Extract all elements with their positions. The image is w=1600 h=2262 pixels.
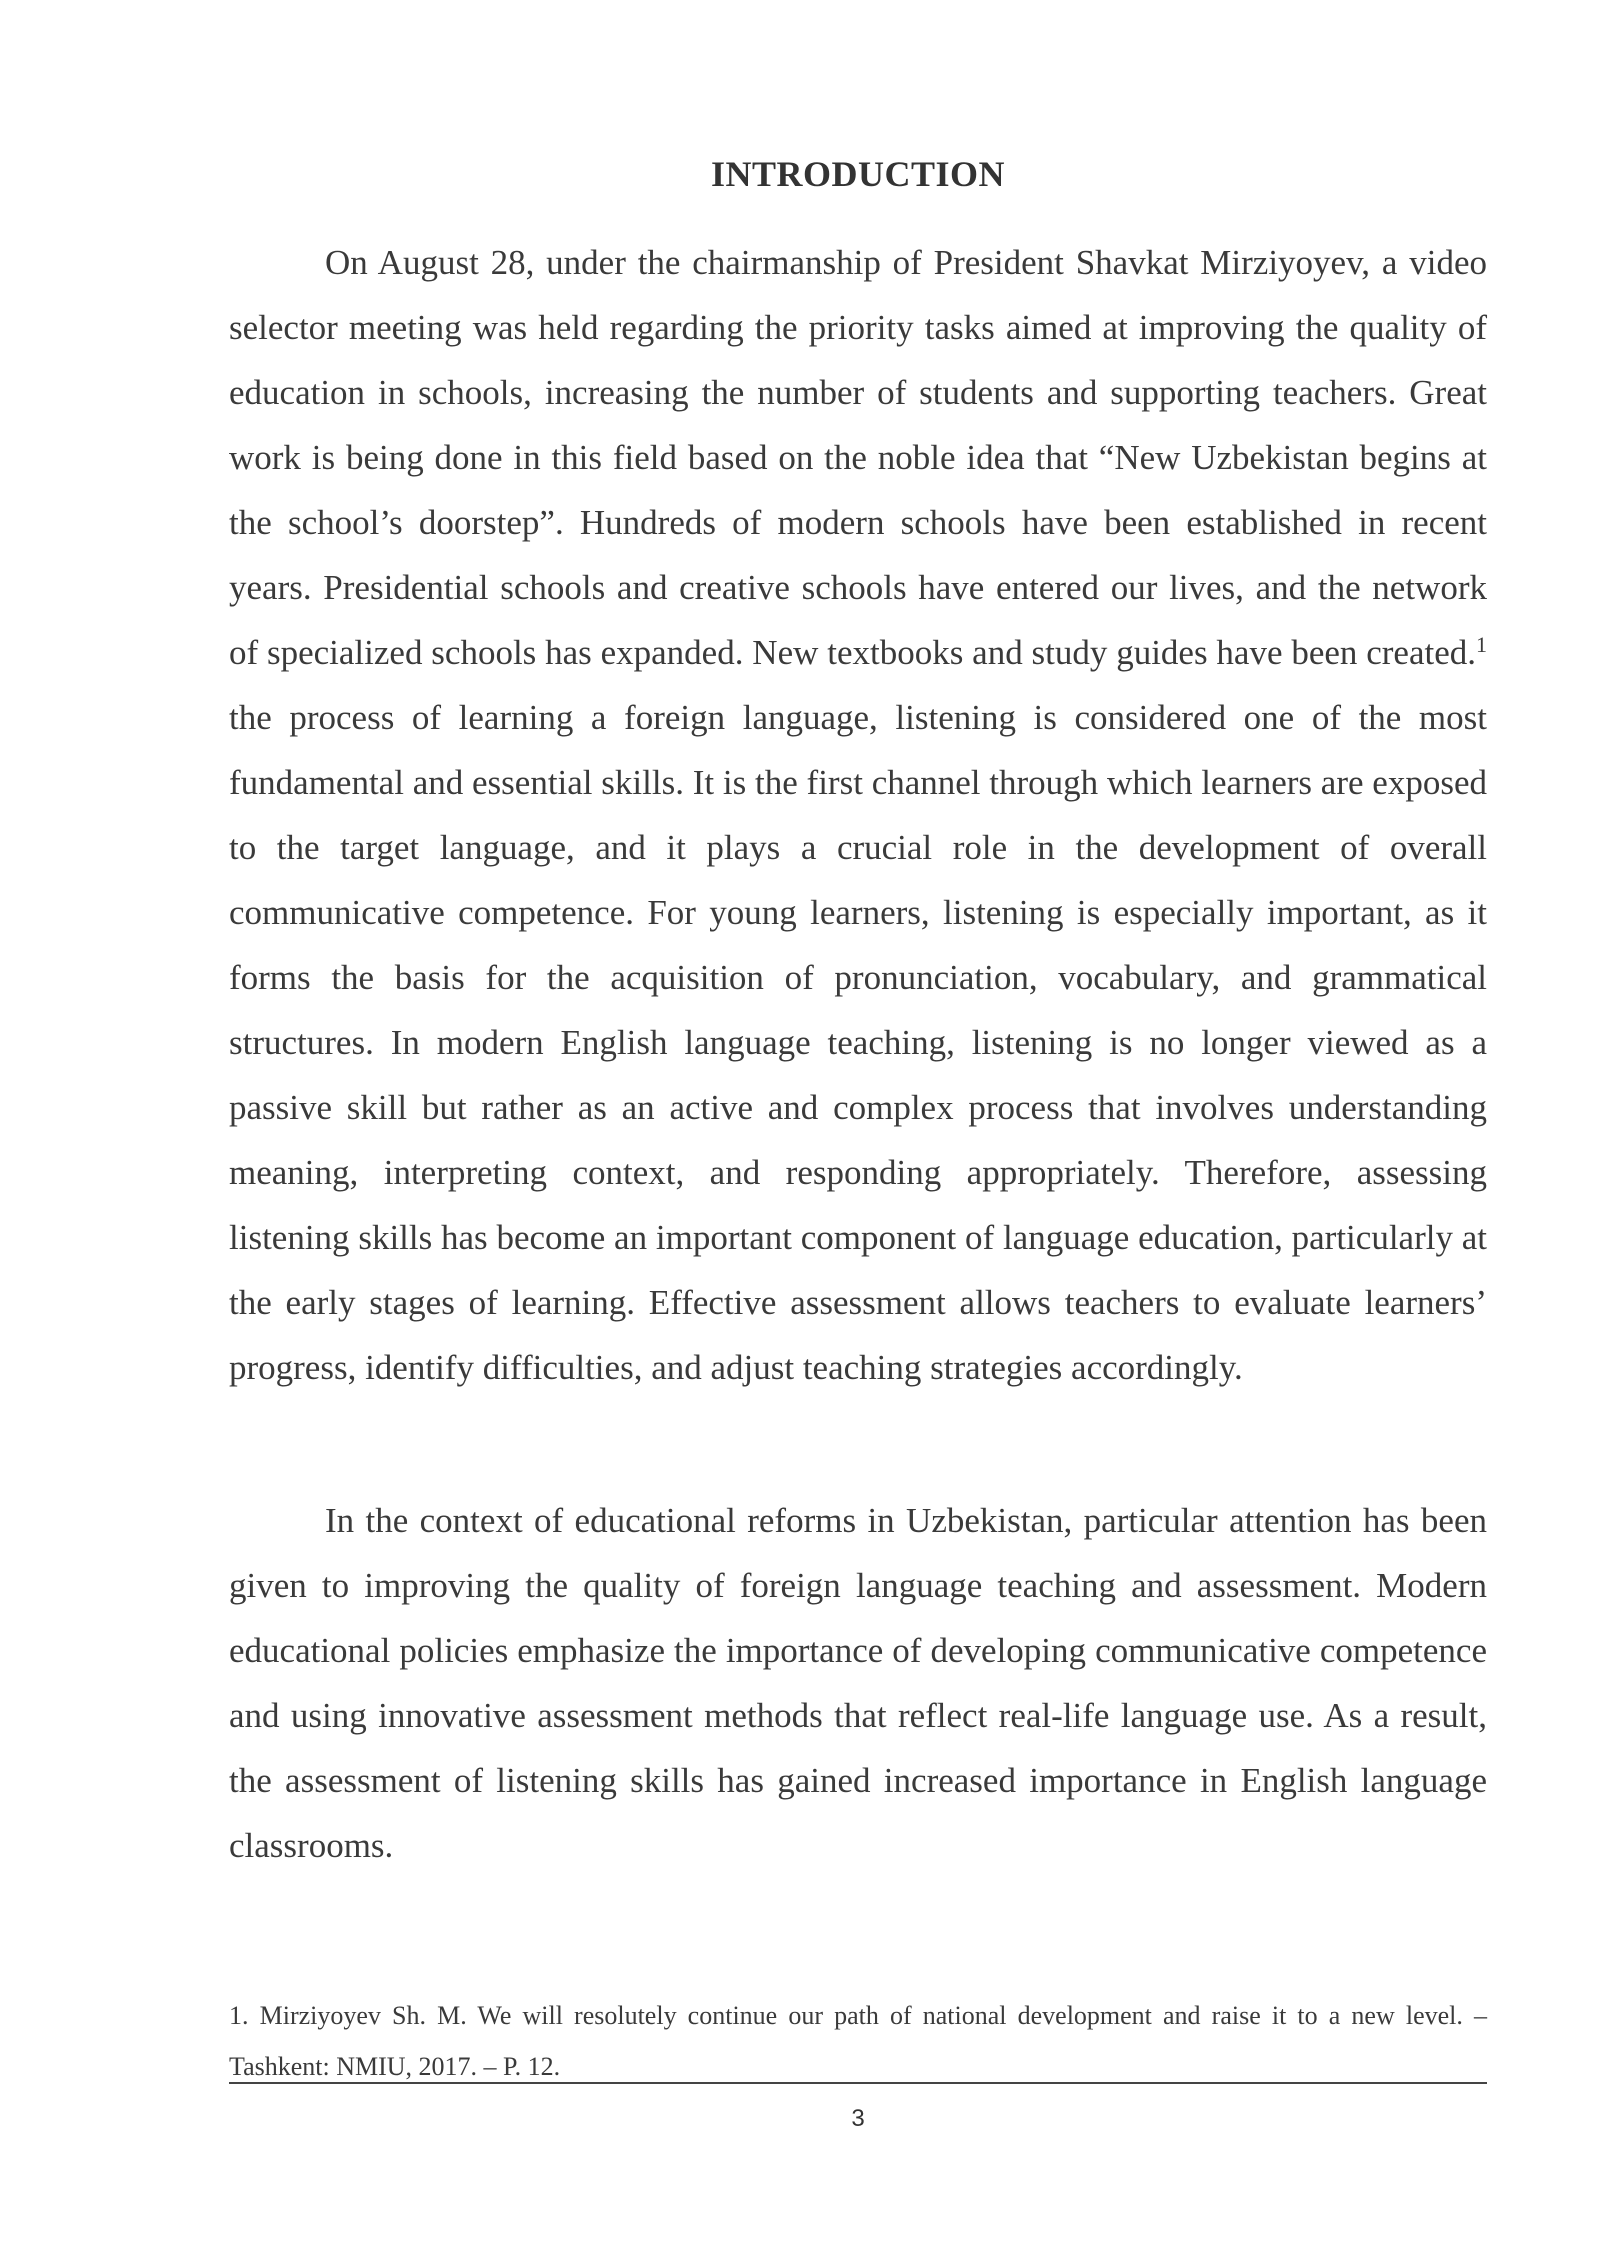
document-page [229,0,1505,2262]
footnote-reference: 1 [1476,632,1487,657]
paragraph-1 [229,230,1505,1400]
section-heading: INTRODUCTION [710,154,1006,194]
paragraph-1-text-b: the process of learning a foreign language, listening is considered one of the most fundamental and essential skills. It is the first channel through which learners are exposed to the target language, and it plays a crucial role in the development of overall communicative competence. For young learners, listening is especially important, as it forms the basis for the acquisition of pronunciation, vocabulary, and grammatical structures. In modern English language teaching, listening is no longer viewed as a passive skill but rather as an active and complex process that involves understanding meaning, interpreting context, and responding appropriately. Therefore, assessing listening skills has become an important component of language education, particularly at the early stages of learning. Effective assessment allows teachers to evaluate learners’ progress, identify difficulties, and adjust teaching strategies accordingly. [229,633,1505,1387]
page-number: 3 [851,2105,865,2132]
footnote: 1. Mirziyoyev Sh. M. We will resolutely continue our path of national development and raise it to a new level. – Tashkent: NMIU, 2017. – P. 12. [229,2001,1487,2081]
footnote-divider [229,2082,1487,2084]
paragraph-2: In the context of educational reforms in Uzbekistan, particular attention has been given to improving the quality of foreign language teaching and assessment. Modern educational policies emphasize the importance of developing communicative competence and using innovative assessment methods that reflect real-life language use. As a result, the assessment of listening skills has gained increased importance in English language classrooms. [229,1501,1487,1865]
paragraph-1-text-a: On August 28, under the chairmanship of President Shavkat Mirziyoyev, a video selector meeting was held regarding the priority tasks aimed at improving the quality of education in schools, increasing the number of students and supporting teachers. Great work is being done in this field based on the noble idea that “New Uzbekistan begins at the school’s doorstep”. Hundreds of modern schools have been established in recent years. Presidential schools and creative schools have entered our lives, and the network of specialized schools has expanded. New textbooks and study guides have been created. [229,243,1487,672]
